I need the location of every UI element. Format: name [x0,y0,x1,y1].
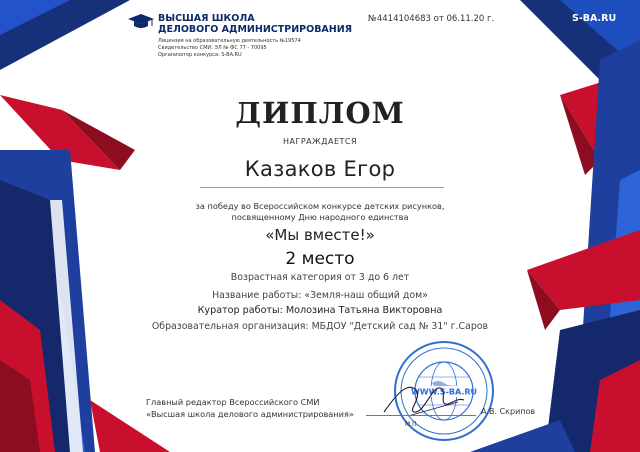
recipient-name: Казаков Егор [244,157,396,181]
curator: Куратор работы: Молозина Татьяна Викторовна [197,305,443,316]
certificate-text: Свидетельство СМИ: ЭЛ № ФС 77 - 70095 [158,45,267,51]
place-award: 2 место [285,249,355,269]
signature-line [366,415,476,416]
site-link[interactable]: S-BA.RU [572,13,617,24]
bottom-left-ribbon [90,400,170,452]
organizer-text: Организатор конкурса: S-BA.RU [158,52,242,58]
org-name [158,13,352,35]
graduation-cap-icon [128,13,154,31]
diploma-title: ДИПЛОМ [235,96,405,130]
editor-role-line2: «Высшая школа делового администрирования» [146,409,354,419]
reason-line2: посвященному Дню народного единства [231,212,409,222]
editor-role-line1: Главный редактор Всероссийского СМИ [146,397,320,407]
awarded-label: НАГРАЖДАЕТСЯ [282,137,358,146]
name-underline [200,187,444,188]
organization: Образовательная организация: МБДОУ "Детский сад № 31" г.Саров [151,321,489,332]
license-text: Лицензия на образовательную деятельность №19574 [158,38,301,44]
seal-text: WWW.S-BA.RU [410,387,478,397]
editor-name: А.В. Скрипов [481,407,536,416]
reason-line1: за победу во Всероссийском конкурсе детских рисунков, [195,201,445,211]
document-number: №4414104683 от 06.11.20 г. [368,14,495,24]
contest-name: «Мы вместе!» [265,226,375,244]
work-title: Название работы: «Земля-наш общий дом» [212,290,428,301]
stamp-mark: М.П. [405,421,419,428]
org-name-line2: ДЕЛОВОГО АДМИНИСТРИРОВАНИЯ [158,24,353,35]
org-name-line1: ВЫСШАЯ ШКОЛА [158,13,255,24]
age-category: Возрастная категория от 3 до 6 лет [230,272,410,283]
